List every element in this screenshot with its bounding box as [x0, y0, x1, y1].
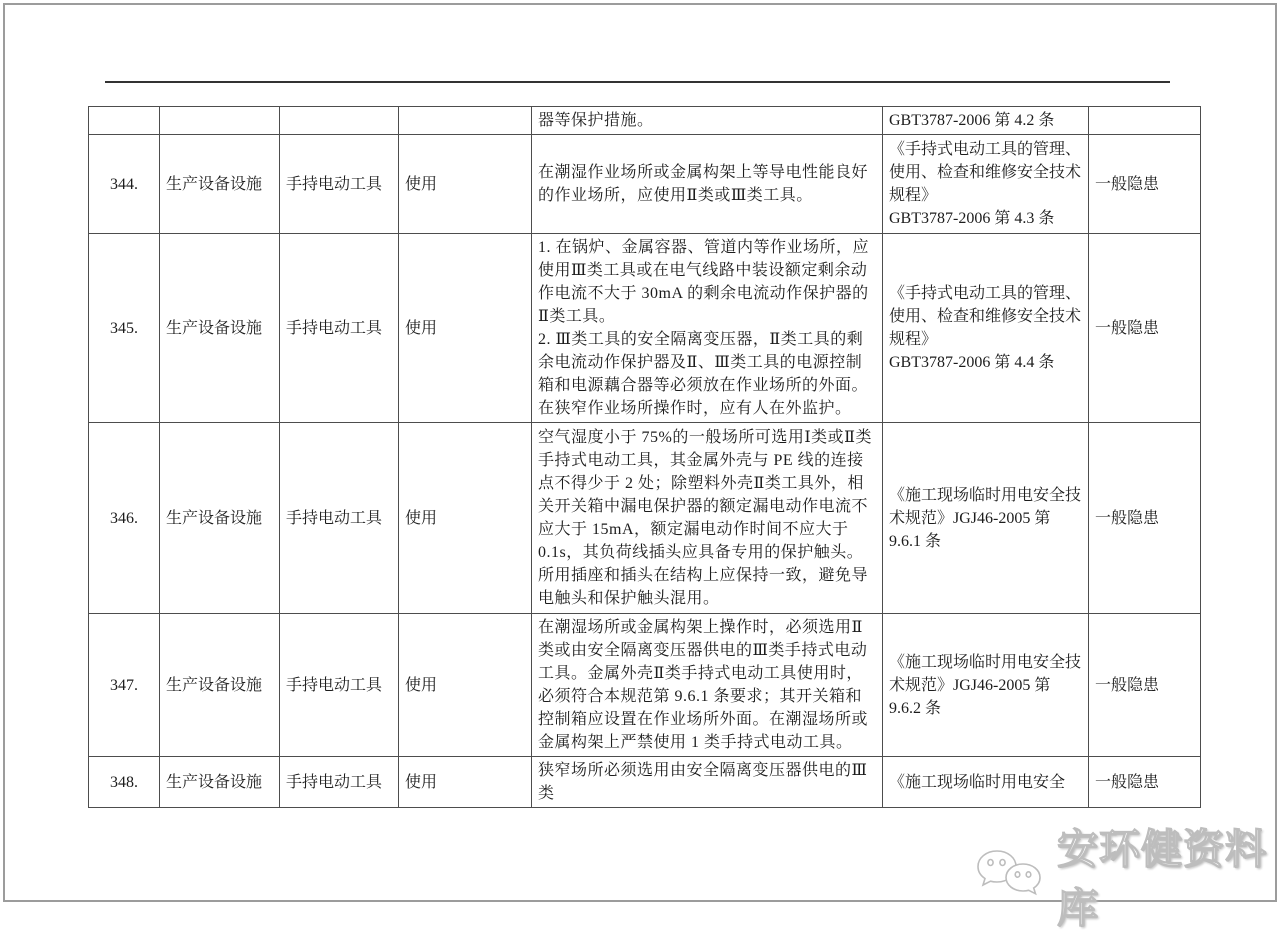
cell-basis: GBT3787-2006 第 4.2 条 — [883, 107, 1089, 135]
cell-tool: 手持电动工具 — [280, 757, 399, 808]
table-row — [89, 234, 1201, 423]
cell-activity: 使用 — [399, 423, 532, 614]
cell-content: 在潮湿场所或金属构架上操作时，必须选用Ⅱ类或由安全隔离变压器供电的Ⅲ类手持式电动工具。金属外壳Ⅱ类手持式电动工具使用时，必须符合本规范第 9.6.1 条要求；其开关箱和控制箱应设置在作业场所外面。在潮湿场所或金属构架上严禁使用 1 类手持式电动工具。 — [532, 614, 883, 757]
cell-category: 生产设备设施 — [160, 234, 280, 423]
cell-tool — [280, 107, 399, 135]
cell-activity: 使用 — [399, 614, 532, 757]
cell-tool: 手持电动工具 — [280, 135, 399, 234]
cell-no: 348. — [89, 757, 160, 808]
cell-tool: 手持电动工具 — [280, 423, 399, 614]
cell-category: 生产设备设施 — [160, 614, 280, 757]
cell-activity: 使用 — [399, 135, 532, 234]
cell-basis: 《手持式电动工具的管理、使用、检查和维修安全技术规程》 GBT3787-2006 第 4.4 条 — [883, 234, 1089, 423]
cell-category: 生产设备设施 — [160, 135, 280, 234]
cell-activity — [399, 107, 532, 135]
table-row — [89, 757, 1201, 808]
cell-activity: 使用 — [399, 234, 532, 423]
cell-basis: 《施工现场临时用电安全技术规范》JGJ46-2005 第 9.6.1 条 — [883, 423, 1089, 614]
hazard-inspection-table — [88, 106, 1201, 808]
cell-category: 生产设备设施 — [160, 423, 280, 614]
cell-tool: 手持电动工具 — [280, 234, 399, 423]
cell-basis: 《手持式电动工具的管理、使用、检查和维修安全技术规程》 GBT3787-2006 第 4.3 条 — [883, 135, 1089, 234]
cell-level — [1089, 107, 1201, 135]
cell-content: 在潮湿作业场所或金属构架上等导电性能良好的作业场所，应使用Ⅱ类或Ⅲ类工具。 — [532, 135, 883, 234]
cell-category: 生产设备设施 — [160, 757, 280, 808]
cell-level: 一般隐患 — [1089, 135, 1201, 234]
cell-activity: 使用 — [399, 757, 532, 808]
cell-level: 一般隐患 — [1089, 614, 1201, 757]
cell-content: 狭窄场所必须选用由安全隔离变压器供电的Ⅲ类 — [532, 757, 883, 808]
wechat-icon — [975, 847, 1047, 903]
cell-no: 347. — [89, 614, 160, 757]
cell-content: 器等保护措施。 — [532, 107, 883, 135]
watermark-text: 安环健资料库 — [1057, 825, 1267, 932]
cell-category — [160, 107, 280, 135]
cell-basis: 《施工现场临时用电安全 — [883, 757, 1089, 808]
table-row — [89, 107, 1201, 135]
cell-level: 一般隐患 — [1089, 757, 1201, 808]
watermark — [975, 816, 1280, 934]
cell-no: 346. — [89, 423, 160, 614]
cell-content: 空气湿度小于 75%的一般场所可选用Ⅰ类或Ⅱ类手持式电动工具，其金属外壳与 PE 线的连接点不得少于 2 处；除塑料外壳Ⅱ类工具外，相关开关箱中漏电保护器的额定漏电动作电流不应大于 15mA，额定漏电动作时间不应大于 0.1s，其负荷线插头应具备专用的保护触头。所用插座和插头在结构上应保持一致，避免导电触头和保护触头混用。 — [532, 423, 883, 614]
header-divider-line — [105, 81, 1170, 83]
cell-tool: 手持电动工具 — [280, 614, 399, 757]
cell-level: 一般隐患 — [1089, 423, 1201, 614]
cell-basis: 《施工现场临时用电安全技术规范》JGJ46-2005 第 9.6.2 条 — [883, 614, 1089, 757]
table-row — [89, 614, 1201, 757]
cell-no: 344. — [89, 135, 160, 234]
cell-no: 345. — [89, 234, 160, 423]
cell-no — [89, 107, 160, 135]
cell-level: 一般隐患 — [1089, 234, 1201, 423]
table-row — [89, 135, 1201, 234]
table-row — [89, 423, 1201, 614]
cell-content: 1. 在锅炉、金属容器、管道内等作业场所，应使用Ⅲ类工具或在电气线路中装设额定剩余动作电流不大于 30mA 的剩余电流动作保护器的Ⅱ类工具。 2. Ⅲ类工具的安全隔离变压器，Ⅱ类工具的剩余电流动作保护器及Ⅱ、Ⅲ类工具的电源控制箱和电源藕合器等必须放在作业场所的外面。在狭窄作业场所操作时，应有人在外监护。 — [532, 234, 883, 423]
